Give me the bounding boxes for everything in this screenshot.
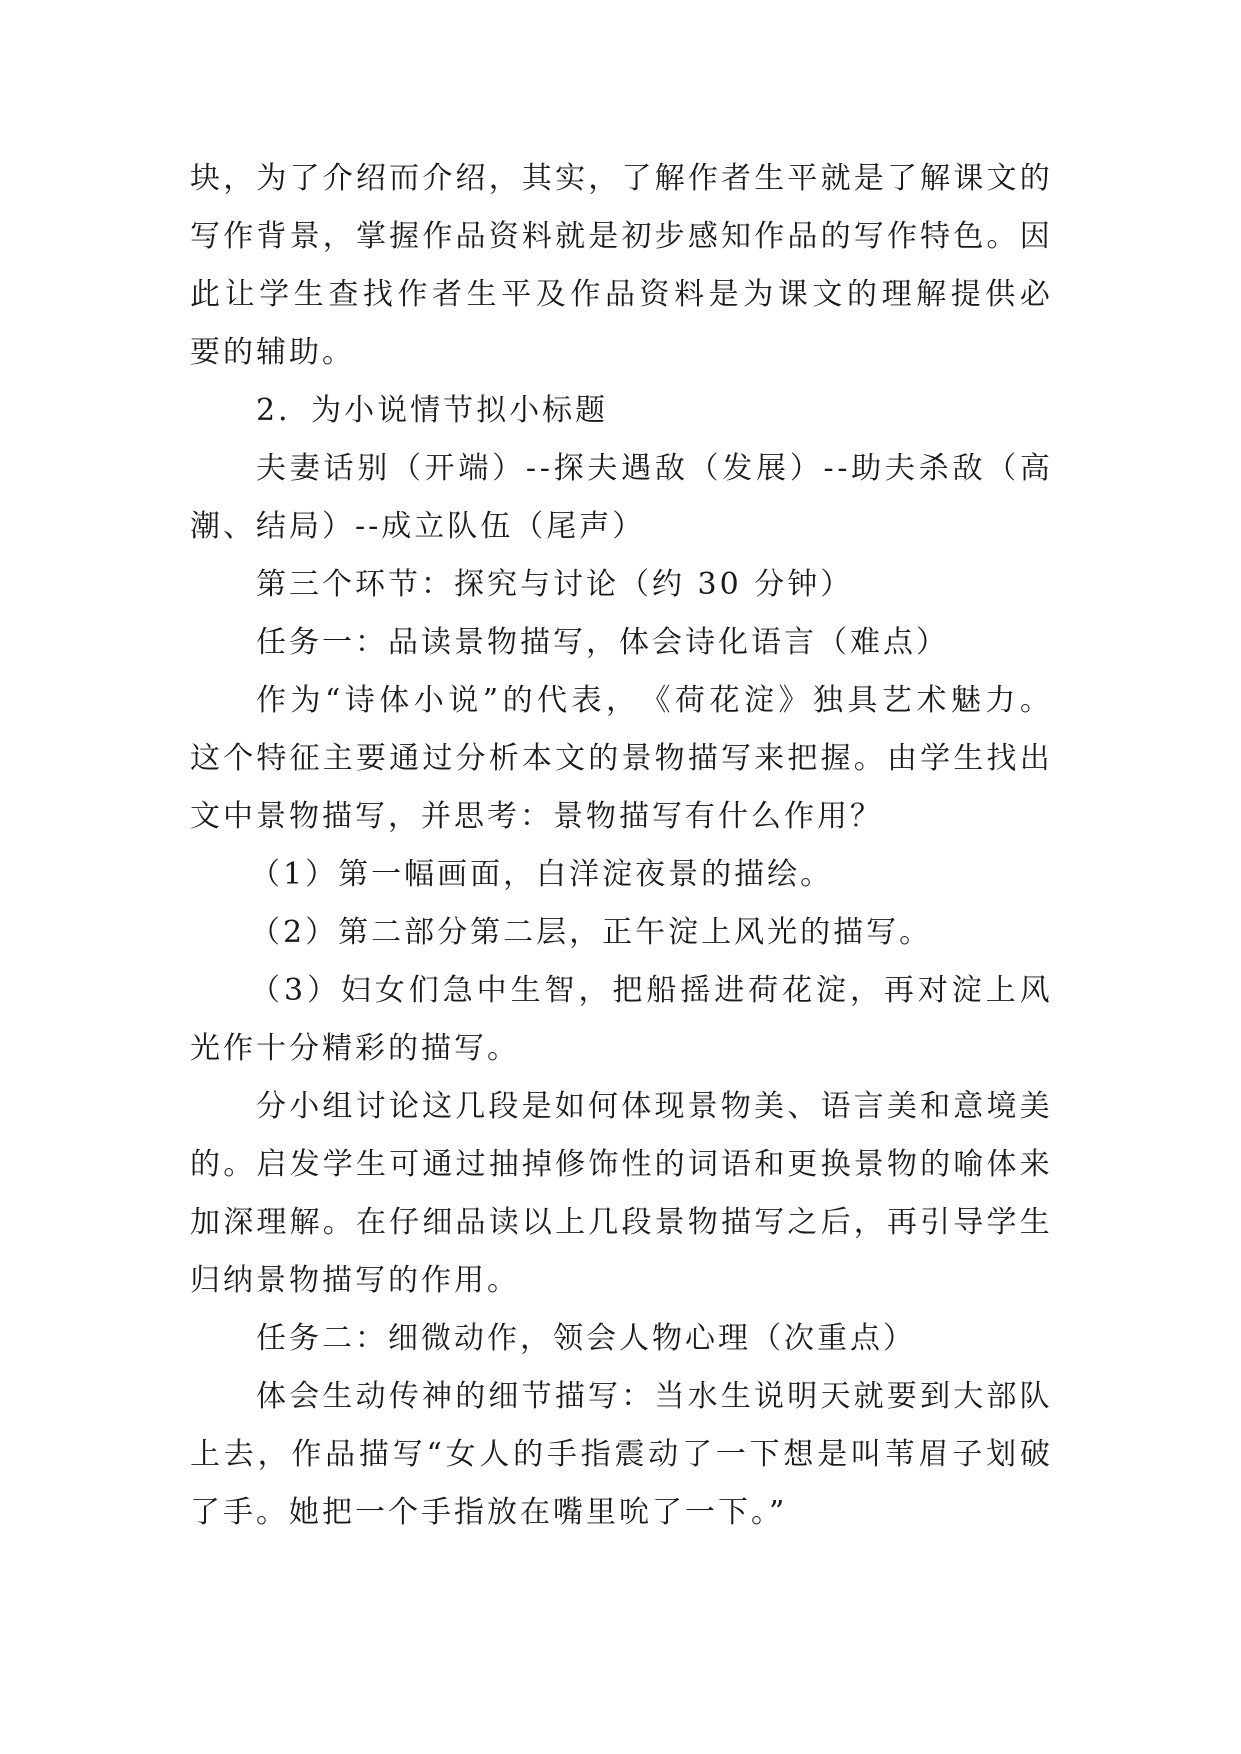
paragraph-line: 归纳景物描写的作用。 [190,1263,520,1298]
paragraph-line: 了手。她把一个手指放在嘴里吮了一下。” [190,1495,788,1530]
document-body [190,150,1050,1542]
paragraph-line: 加 深 理 解 。 在 仔 细 品 读 以 上 几 段 景 物 描 写 之 后 ， 再 引 导 学 生 [190,1205,1050,1240]
paragraph-line: 作 为 “ 诗 体 小 说 ” 的 代 表 ， 《 荷 花 淀 》 独 具 艺 术 魅 力 。 [256,683,1050,718]
task-heading: 任务二：细微动作，领会人物心理（次重点） [256,1321,916,1356]
paragraph-line: 此 让 学 生 查 找 作 者 生 平 及 作 品 资 料 是 为 课 文 的 理 解 提 供 必 [190,277,1050,312]
paragraph-line: 要的辅助。 [190,335,355,370]
list-item: （1）第一幅画面，白洋淀夜景的描绘。 [250,857,834,892]
paragraph-line: 这 个 特 征 主 要 通 过 分 析 本 文 的 景 物 描 写 来 把 握 。 由 学 生 找 出 [190,741,1050,776]
paragraph-line: 潮、结局）--成立队伍（尾声） [190,509,646,544]
list-item: （2）第二部分第二层，正午淀上风光的描写。 [250,915,933,950]
paragraph-line: 光作十分精彩的描写。 [190,1031,520,1066]
section-heading: 第三个环节：探究与讨论（约 30 分钟） [256,567,854,602]
paragraph-line: 夫 妻 话 别 （ 开 端 ） - - 探 夫 遇 敌 （ 发 展 ） - - 助 夫 杀 敌 （ 高 [256,451,1050,486]
paragraph-line: 文中景物描写，并思考：景物描写有什么作用？ [190,799,883,834]
section-heading: 2．为小说情节拟小标题 [256,393,609,428]
paragraph-line: 块 ， 为 了 介 绍 而 介 绍 ， 其 实 ， 了 解 作 者 生 平 就 是 了 解 课 文 的 [190,161,1050,196]
task-heading: 任务一：品读景物描写，体会诗化语言（难点） [256,625,949,660]
list-item: （ 3 ） 妇 女 们 急 中 生 智 ， 把 船 摇 进 荷 花 淀 ， 再 对 淀 上 风 [250,973,1050,1008]
paragraph-line: 分 小 组 讨 论 这 几 段 是 如 何 体 现 景 物 美 、 语 言 美 和 意 境 美 [256,1089,1050,1124]
paragraph-line: 上 去 ， 作 品 描 写 “ 女 人 的 手 指 震 动 了 一 下 想 是 叫 苇 眉 子 划 破 [190,1437,1050,1472]
paragraph-line: 的 。 启 发 学 生 可 通 过 抽 掉 修 饰 性 的 词 语 和 更 换 景 物 的 喻 体 来 [190,1147,1050,1182]
paragraph-line: 写 作 背 景 ， 掌 握 作 品 资 料 就 是 初 步 感 知 作 品 的 写 作 特 色 。 因 [190,219,1050,254]
paragraph-line: 体 会 生 动 传 神 的 细 节 描 写 ： 当 水 生 说 明 天 就 要 到 大 部 队 [256,1379,1050,1414]
